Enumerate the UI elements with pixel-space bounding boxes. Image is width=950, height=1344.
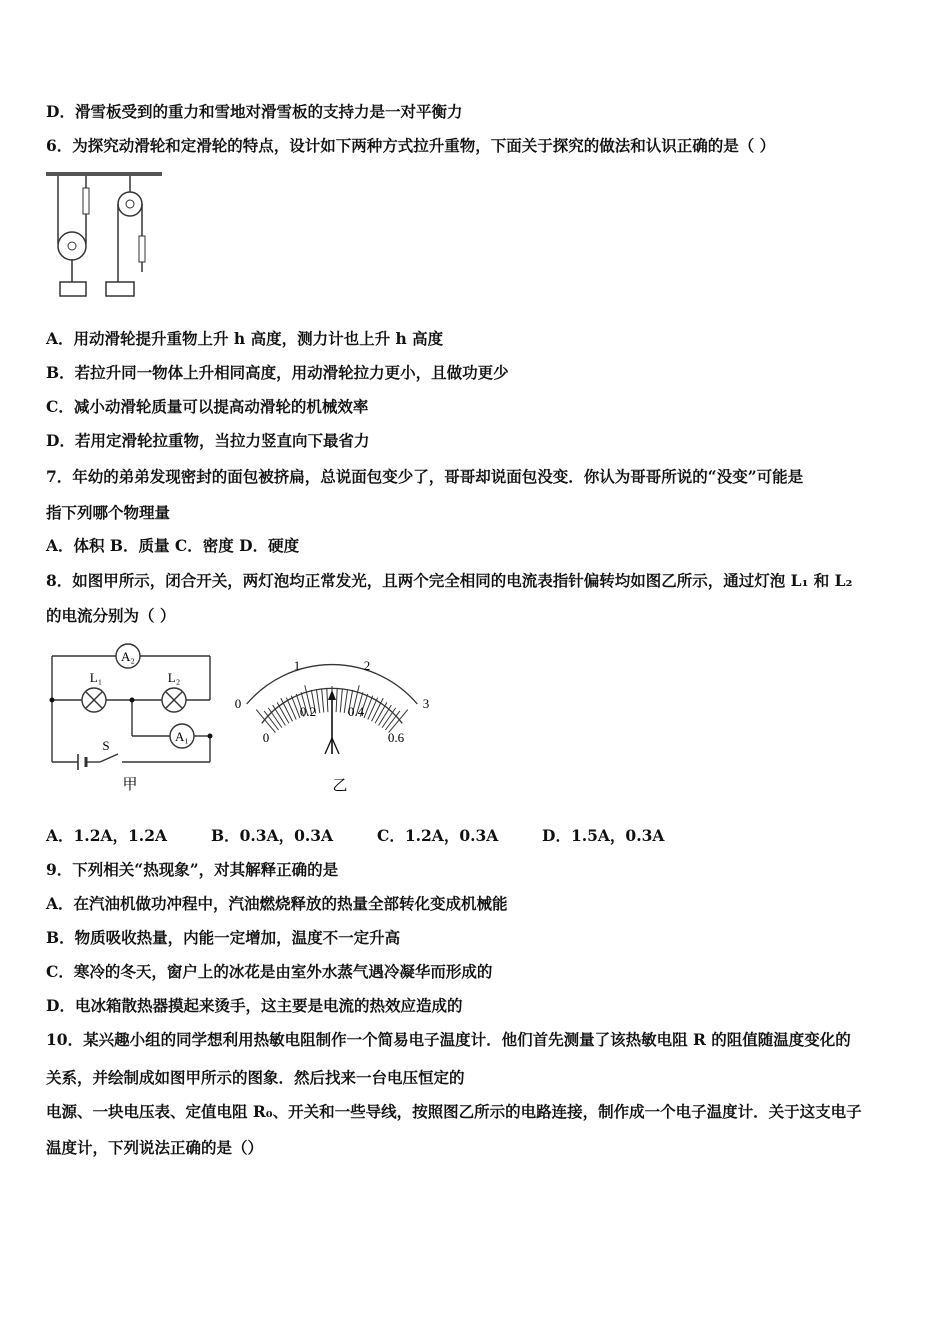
q8-options	[46, 826, 664, 846]
dial-tick	[322, 689, 324, 713]
dial-tick	[340, 689, 342, 713]
lamp-l1-label: L₁	[89, 670, 103, 685]
dial-caption: 乙	[332, 778, 348, 794]
outer-tick-label: 2	[363, 658, 371, 673]
circuit-diagram	[44, 642, 220, 794]
q8-stem-line1: 8．如图甲所示，闭合开关，两灯泡均正常发光，且两个完全相同的电流表指针偏转均如图乙所示，通过灯泡 L₁ 和 L₂	[46, 571, 853, 590]
ammeter-dial	[226, 650, 438, 796]
ammeter-a1-label: A₁	[175, 729, 189, 744]
q9-stem: 9．下列相关“热现象”，对其解释正确的是	[46, 860, 339, 879]
q7-stem-line1: 7．年幼的弟弟发现密封的面包被挤扁，总说面包变少了，哥哥却说面包没变．你认为哥哥所说的“没变”可能是	[46, 467, 804, 486]
circuit-caption: 甲	[122, 777, 138, 793]
dial-tick	[291, 696, 300, 718]
q8-option-d: D．1.5A，0.3A	[542, 826, 665, 845]
dial-tick	[277, 702, 289, 723]
pulley-figure	[46, 166, 166, 302]
q6-option-d: D．若用定滑轮拉重物，当拉力竖直向下最省力	[46, 431, 370, 450]
q8-option-a: A．1.2A，1.2A	[46, 826, 168, 845]
dial-tick	[327, 688, 328, 712]
q9-option-c: C．寒冷的冬天，窗户上的冰花是由室外水蒸气遇冷凝华而形成的	[46, 962, 493, 981]
switch-label: S	[102, 738, 110, 753]
ammeter-a2-label: A₂	[121, 649, 135, 664]
q6-option-a: A．用动滑轮提升重物上升 h 高度，测力计也上升 h 高度	[46, 329, 444, 348]
dial-tick	[273, 705, 286, 725]
q7-stem-line2: 指下列哪个物理量	[46, 503, 171, 522]
q10-stem-line4: 温度计，下列说法正确的是（）	[46, 1138, 264, 1157]
q6-option-b: B．若拉升同一物体上升相同高度，用动滑轮拉力更小，且做功更少	[46, 363, 509, 382]
outer-tick-label: 3	[422, 696, 430, 711]
inner-tick-label: 0.2	[299, 704, 317, 719]
q9-option-d: D．电冰箱散热器摸起来烫手，这主要是电流的热效应造成的	[46, 996, 463, 1015]
q6-stem: 6．为探究动滑轮和定滑轮的特点，设计如下两种方式拉升重物，下面关于探究的做法和认识正确的是（ ）	[46, 136, 776, 155]
q9-option-a: A．在汽油机做功冲程中，汽油燃烧释放的热量全部转化变成机械能	[46, 894, 508, 913]
dial-tick	[364, 696, 373, 718]
q9-option-b: B．物质吸收热量，内能一定增加，温度不一定升高	[46, 928, 401, 947]
lamp-l2-label: L₂	[167, 670, 181, 685]
dial-tick	[286, 698, 296, 720]
q8-stem-line2: 的电流分别为（ ）	[46, 606, 176, 625]
q10-stem-line2: 关系，并绘制成如图甲所示的图象．然后找来一台电压恒定的	[46, 1068, 465, 1087]
dial-inner-scale	[263, 704, 405, 745]
inner-tick-label: 0.4	[347, 704, 365, 719]
outer-tick-label: 0	[234, 696, 242, 711]
q7-options: A．体积 B．质量 C．密度 D．硬度	[46, 536, 300, 555]
q6-option-c: C．减小动滑轮质量可以提高动滑轮的机械效率	[46, 397, 369, 416]
q10-stem-line3: 电源、一块电压表、定值电阻 R₀、开关和一些导线，按照图乙所示的电路连接，制作成一个电子温度计．关于这支电子	[46, 1102, 862, 1121]
q10-stem-line1: 10．某兴趣小组的同学想利用热敏电阻制作一个简易电子温度计．他们首先测量了该热敏电阻 R 的阻值随温度变化的	[46, 1030, 851, 1049]
dial-tick	[316, 689, 319, 713]
outer-tick-label: 1	[293, 658, 301, 673]
dial-tick	[368, 698, 378, 720]
inner-tick-label: 0	[262, 730, 270, 745]
dial-tick	[379, 705, 392, 725]
dial-tick	[336, 688, 337, 712]
dial-tick	[375, 702, 387, 723]
inner-tick-label: 0.6	[387, 730, 405, 745]
q8-option-b: B．0.3A，0.3A	[211, 826, 334, 845]
q5-option-d: D．滑雪板受到的重力和雪地对滑雪板的支持力是一对平衡力	[46, 102, 463, 121]
q8-option-c: C．1.2A，0.3A	[377, 826, 499, 845]
